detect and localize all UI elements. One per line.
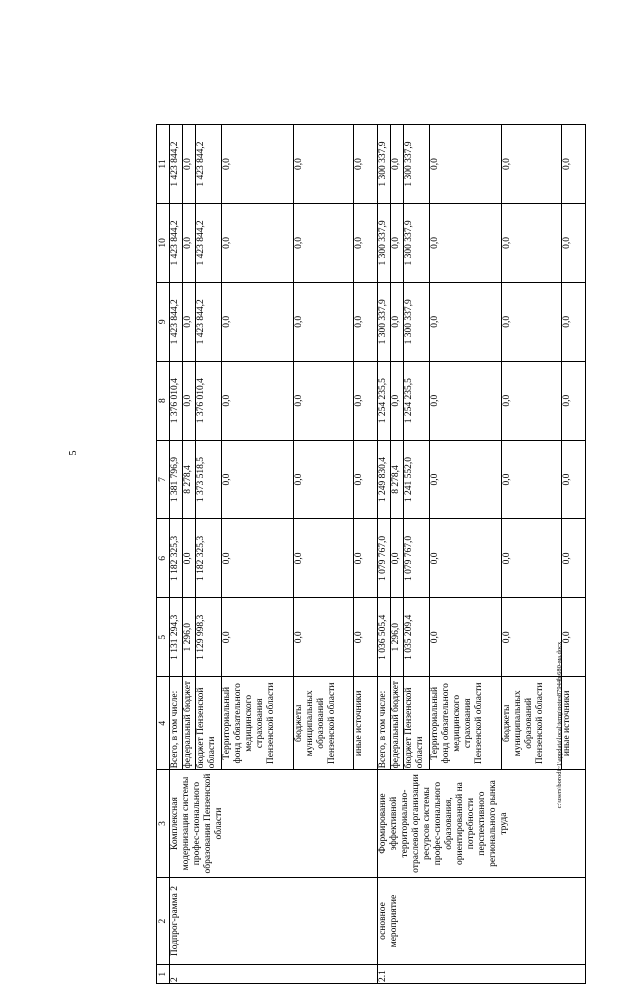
table-body xyxy=(170,125,586,984)
row-number: 2 xyxy=(170,965,378,984)
funding-value: 0,0 xyxy=(502,519,562,598)
financing-table xyxy=(156,124,586,984)
funding-value: 0,0 xyxy=(430,519,502,598)
funding-source: федеральный бюджет xyxy=(391,677,404,770)
funding-value: 0,0 xyxy=(183,125,196,204)
funding-value: 1 131 294,3 xyxy=(170,598,183,677)
table-row xyxy=(378,125,391,984)
funding-value: 0,0 xyxy=(391,125,404,204)
funding-value: 1 423 844,2 xyxy=(170,203,183,282)
funding-source: бюджеты муниципальных образований Пензенской области xyxy=(502,677,562,770)
funding-value: 0,0 xyxy=(354,361,378,440)
funding-value: 1 376 010,4 xyxy=(196,361,222,440)
row-number: 2.1 xyxy=(378,965,586,984)
funding-value: 1 423 844,2 xyxy=(170,125,183,204)
column-header-1: 1 xyxy=(157,965,170,984)
funding-source: Территориальный фонд обязательного медицинского страхования Пензенской области xyxy=(430,677,502,770)
funding-value: 0,0 xyxy=(222,361,294,440)
funding-value: 0,0 xyxy=(502,282,562,361)
funding-value: 0,0 xyxy=(354,282,378,361)
funding-value: 1 079 767,0 xyxy=(378,519,391,598)
funding-value: 0,0 xyxy=(562,125,586,204)
funding-value: 0,0 xyxy=(294,203,354,282)
funding-value: 1 296,0 xyxy=(183,598,196,677)
funding-value: 1 423 844,2 xyxy=(196,282,222,361)
funding-value: 8 278,4 xyxy=(183,440,196,519)
funding-value: 0,0 xyxy=(222,519,294,598)
funding-value: 0,0 xyxy=(430,125,502,204)
funding-value: 0,0 xyxy=(222,125,294,204)
funding-value: 0,0 xyxy=(354,519,378,598)
column-header-6: 6 xyxy=(157,519,170,598)
funding-value: 1 300 337,9 xyxy=(404,203,430,282)
column-header-9: 9 xyxy=(157,282,170,361)
funding-value: 0,0 xyxy=(294,282,354,361)
funding-value: 0,0 xyxy=(430,282,502,361)
funding-value: 0,0 xyxy=(183,361,196,440)
funding-source: бюджет Пензенской области xyxy=(404,677,430,770)
column-header-7: 7 xyxy=(157,440,170,519)
table-row xyxy=(170,125,183,984)
funding-value: 0,0 xyxy=(183,203,196,282)
funding-value: 0,0 xyxy=(354,125,378,204)
funding-source: иные источники xyxy=(354,677,378,770)
funding-value: 0,0 xyxy=(294,598,354,677)
program-kind: основное мероприятие xyxy=(378,877,586,965)
funding-value: 0,0 xyxy=(354,598,378,677)
funding-value: 1 241 552,0 xyxy=(404,440,430,519)
funding-value: 1 300 337,9 xyxy=(404,125,430,204)
column-number-header-row xyxy=(157,125,170,984)
file-path-footer: c:\users\borodi~1\appdata\local\temp\notes87944b\680-ма.docx xyxy=(556,641,563,809)
funding-value: 0,0 xyxy=(562,598,586,677)
funding-value: 0,0 xyxy=(222,598,294,677)
program-name: Формирование эффективной территориально-отраслевой организации ресурсов системы профес-сионального образования, ориентированной на потребности перспективного регионального рынка труда xyxy=(378,770,586,877)
funding-value: 0,0 xyxy=(502,361,562,440)
funding-value: 0,0 xyxy=(354,203,378,282)
funding-value: 1 296,0 xyxy=(391,598,404,677)
funding-value: 1 300 337,9 xyxy=(378,282,391,361)
funding-value: 1 373 518,5 xyxy=(196,440,222,519)
funding-value: 0,0 xyxy=(391,519,404,598)
funding-value: 1 036 505,4 xyxy=(378,598,391,677)
funding-value: 0,0 xyxy=(294,519,354,598)
funding-value: 1 254 235,5 xyxy=(378,361,391,440)
funding-value: 0,0 xyxy=(222,203,294,282)
funding-value: 1 079 767,0 xyxy=(404,519,430,598)
column-header-2: 2 xyxy=(157,877,170,965)
funding-value: 0,0 xyxy=(502,598,562,677)
column-header-8: 8 xyxy=(157,361,170,440)
page-number: 5 xyxy=(68,450,79,456)
funding-source: Территориальный фонд обязательного медицинского страхования Пензенской области xyxy=(222,677,294,770)
column-header-5: 5 xyxy=(157,598,170,677)
funding-value: 0,0 xyxy=(391,361,404,440)
funding-source: федеральный бюджет xyxy=(183,677,196,770)
funding-value: 0,0 xyxy=(222,440,294,519)
funding-value: 0,0 xyxy=(294,125,354,204)
funding-value: 1 376 010,4 xyxy=(170,361,183,440)
funding-value: 0,0 xyxy=(430,361,502,440)
funding-value: 1 423 844,2 xyxy=(196,203,222,282)
funding-value: 0,0 xyxy=(430,440,502,519)
funding-value: 1 035 209,4 xyxy=(404,598,430,677)
funding-value: 1 300 337,9 xyxy=(378,203,391,282)
funding-value: 0,0 xyxy=(562,519,586,598)
funding-value: 1 129 998,3 xyxy=(196,598,222,677)
funding-value: 0,0 xyxy=(502,440,562,519)
funding-source: Всего, в том числе: xyxy=(170,677,183,770)
funding-value: 0,0 xyxy=(502,125,562,204)
funding-value: 0,0 xyxy=(183,519,196,598)
funding-value: 0,0 xyxy=(430,203,502,282)
funding-value: 1 300 337,9 xyxy=(378,125,391,204)
funding-source: бюджет Пензенской области xyxy=(196,677,222,770)
funding-source: иные источники xyxy=(562,677,586,770)
column-header-10: 10 xyxy=(157,203,170,282)
funding-value: 0,0 xyxy=(502,203,562,282)
funding-value: 0,0 xyxy=(562,440,586,519)
funding-value: 0,0 xyxy=(294,440,354,519)
funding-value: 1 300 337,9 xyxy=(404,282,430,361)
column-header-4: 4 xyxy=(157,677,170,770)
funding-value: 0,0 xyxy=(391,203,404,282)
funding-value: 1 254 235,5 xyxy=(404,361,430,440)
funding-value: 0,0 xyxy=(294,361,354,440)
funding-value: 8 278,4 xyxy=(391,440,404,519)
funding-value: 0,0 xyxy=(562,361,586,440)
funding-value: 1 423 844,2 xyxy=(170,282,183,361)
funding-value: 1 381 796,9 xyxy=(170,440,183,519)
funding-value: 0,0 xyxy=(562,203,586,282)
funding-value: 0,0 xyxy=(391,282,404,361)
funding-value: 0,0 xyxy=(354,440,378,519)
funding-value: 0,0 xyxy=(430,598,502,677)
program-kind: Подпрог-рамма 2 xyxy=(170,877,378,965)
funding-value: 0,0 xyxy=(183,282,196,361)
column-header-3: 3 xyxy=(157,770,170,877)
funding-value: 0,0 xyxy=(222,282,294,361)
funding-value: 1 249 830,4 xyxy=(378,440,391,519)
program-name: Комплексная модернизация системы профес-сионального образования Пензенской области xyxy=(170,770,378,877)
funding-value: 1 423 844,2 xyxy=(196,125,222,204)
funding-source: бюджеты муниципальных образований Пензенской области xyxy=(294,677,354,770)
funding-value: 0,0 xyxy=(562,282,586,361)
funding-value: 1 182 325,3 xyxy=(196,519,222,598)
funding-value: 1 182 325,3 xyxy=(170,519,183,598)
column-header-11: 11 xyxy=(157,125,170,204)
rotated-table-container xyxy=(156,124,640,984)
funding-source: Всего, в том числе: xyxy=(378,677,391,770)
